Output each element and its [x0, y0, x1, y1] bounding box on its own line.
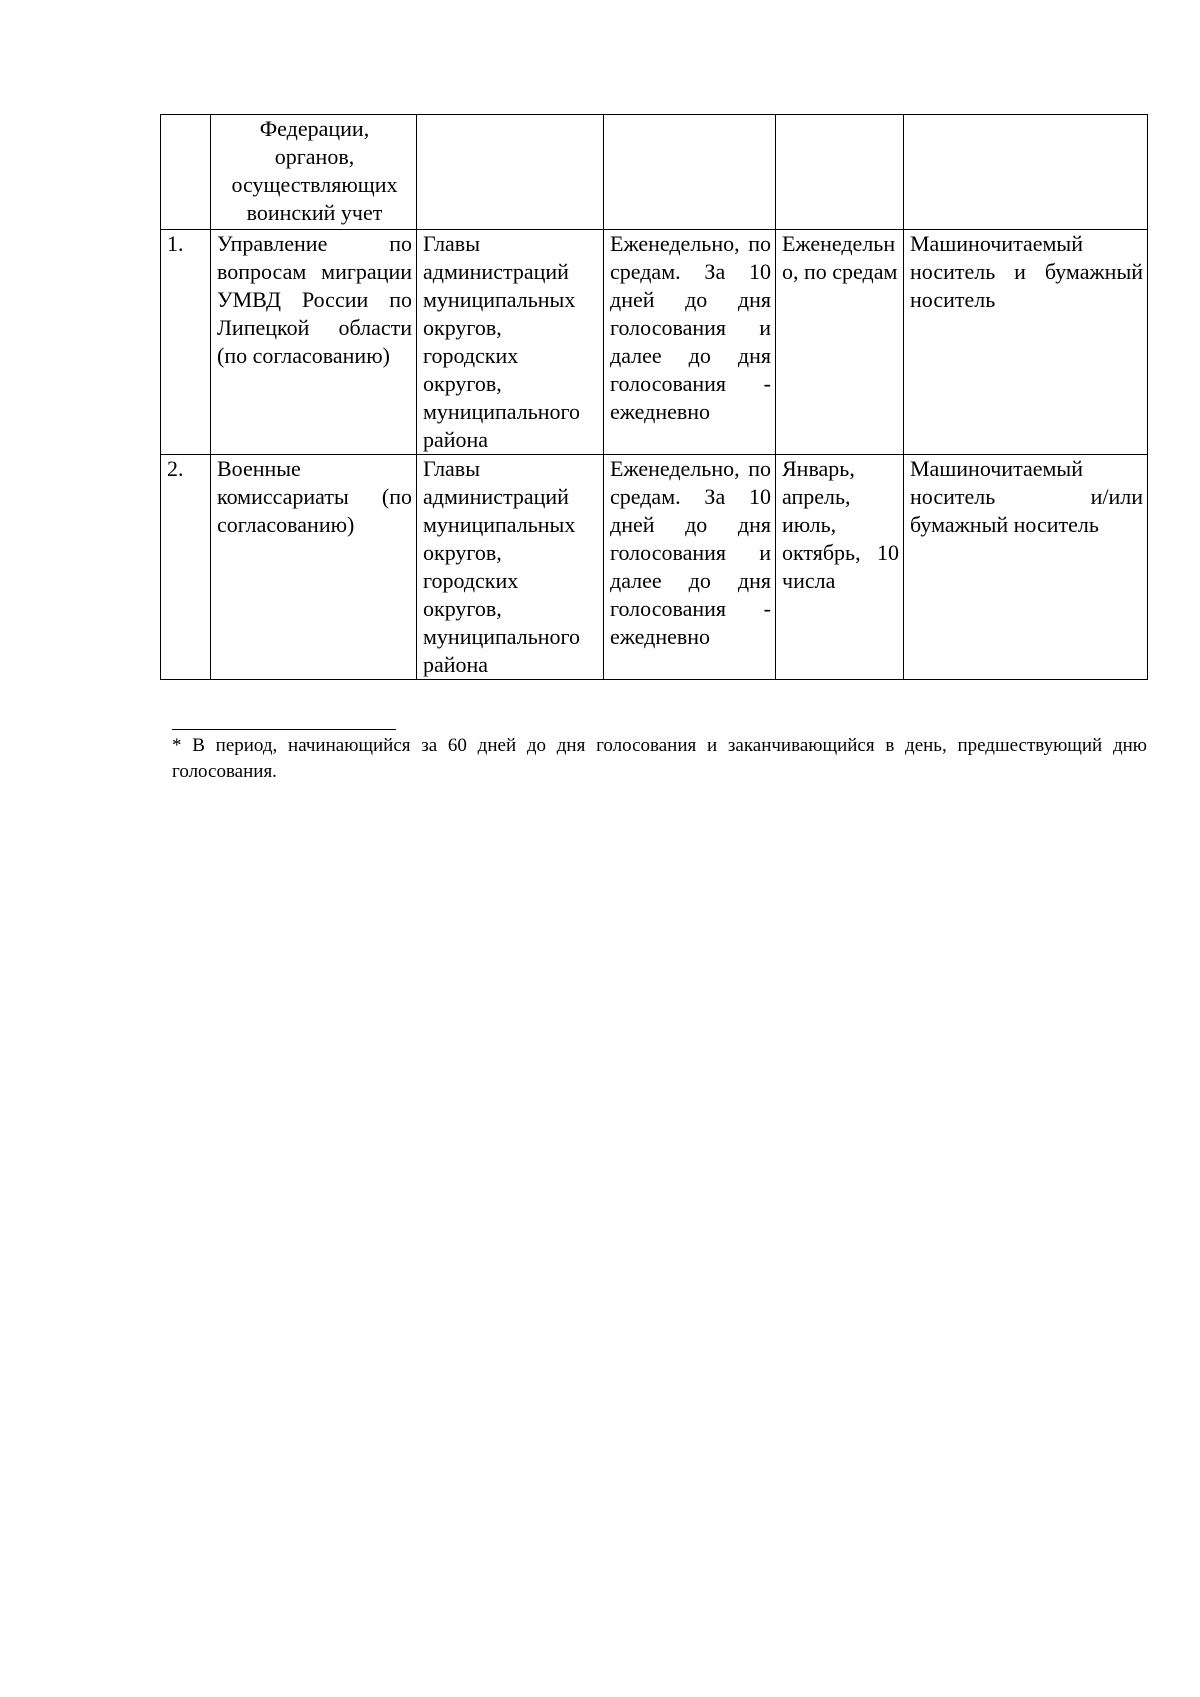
cell-num: 1.	[161, 230, 211, 455]
table-row	[161, 455, 1148, 680]
cell-who: Главы администраций муниципальных округов, городских округов, муниципального района	[417, 230, 604, 455]
cell-org-line: Федерации,	[259, 116, 370, 141]
cell-who: Главы администраций муниципальных округов, городских округов, муниципального района	[417, 455, 604, 680]
cell-when	[604, 115, 776, 230]
footnote-text: * В период, начинающийся за 60 дней до дня голосования и заканчивающийся в день, предшествующий дню голосования.	[172, 735, 1147, 782]
cell-org-line: органов,	[274, 144, 355, 169]
table-row-continuation	[161, 115, 1148, 230]
cell-org-line: осуществляющих	[231, 172, 398, 197]
data-table	[160, 114, 1148, 680]
cell-who	[417, 115, 604, 230]
footnote-separator	[172, 729, 396, 730]
table-row	[161, 230, 1148, 455]
cell-org: Военные комиссариаты (по согласованию)	[211, 455, 417, 680]
cell-term: Январь, апрель, июль, октябрь, 10 числа	[776, 455, 904, 680]
cell-when: Еженедельно, по средам. За 10 дней до дня голосования и далее до дня голосования - ежедневно	[604, 455, 776, 680]
cell-num	[161, 115, 211, 230]
cell-org	[211, 115, 417, 230]
cell-term	[776, 115, 904, 230]
cell-media: Машиночитаемый носитель и бумажный носитель	[904, 230, 1148, 455]
cell-media: Машиночитаемый носитель и/или бумажный носитель	[904, 455, 1148, 680]
cell-org: Управление по вопросам миграции УМВД России по Липецкой области (по согласованию)	[211, 230, 417, 455]
cell-media	[904, 115, 1148, 230]
cell-num: 2.	[161, 455, 211, 680]
cell-org-line: воинский учет	[246, 200, 383, 225]
cell-term: Еженедельно, по средам	[776, 230, 904, 455]
cell-when: Еженедельно, по средам. За 10 дней до дня голосования и далее до дня голосования - ежедневно	[604, 230, 776, 455]
